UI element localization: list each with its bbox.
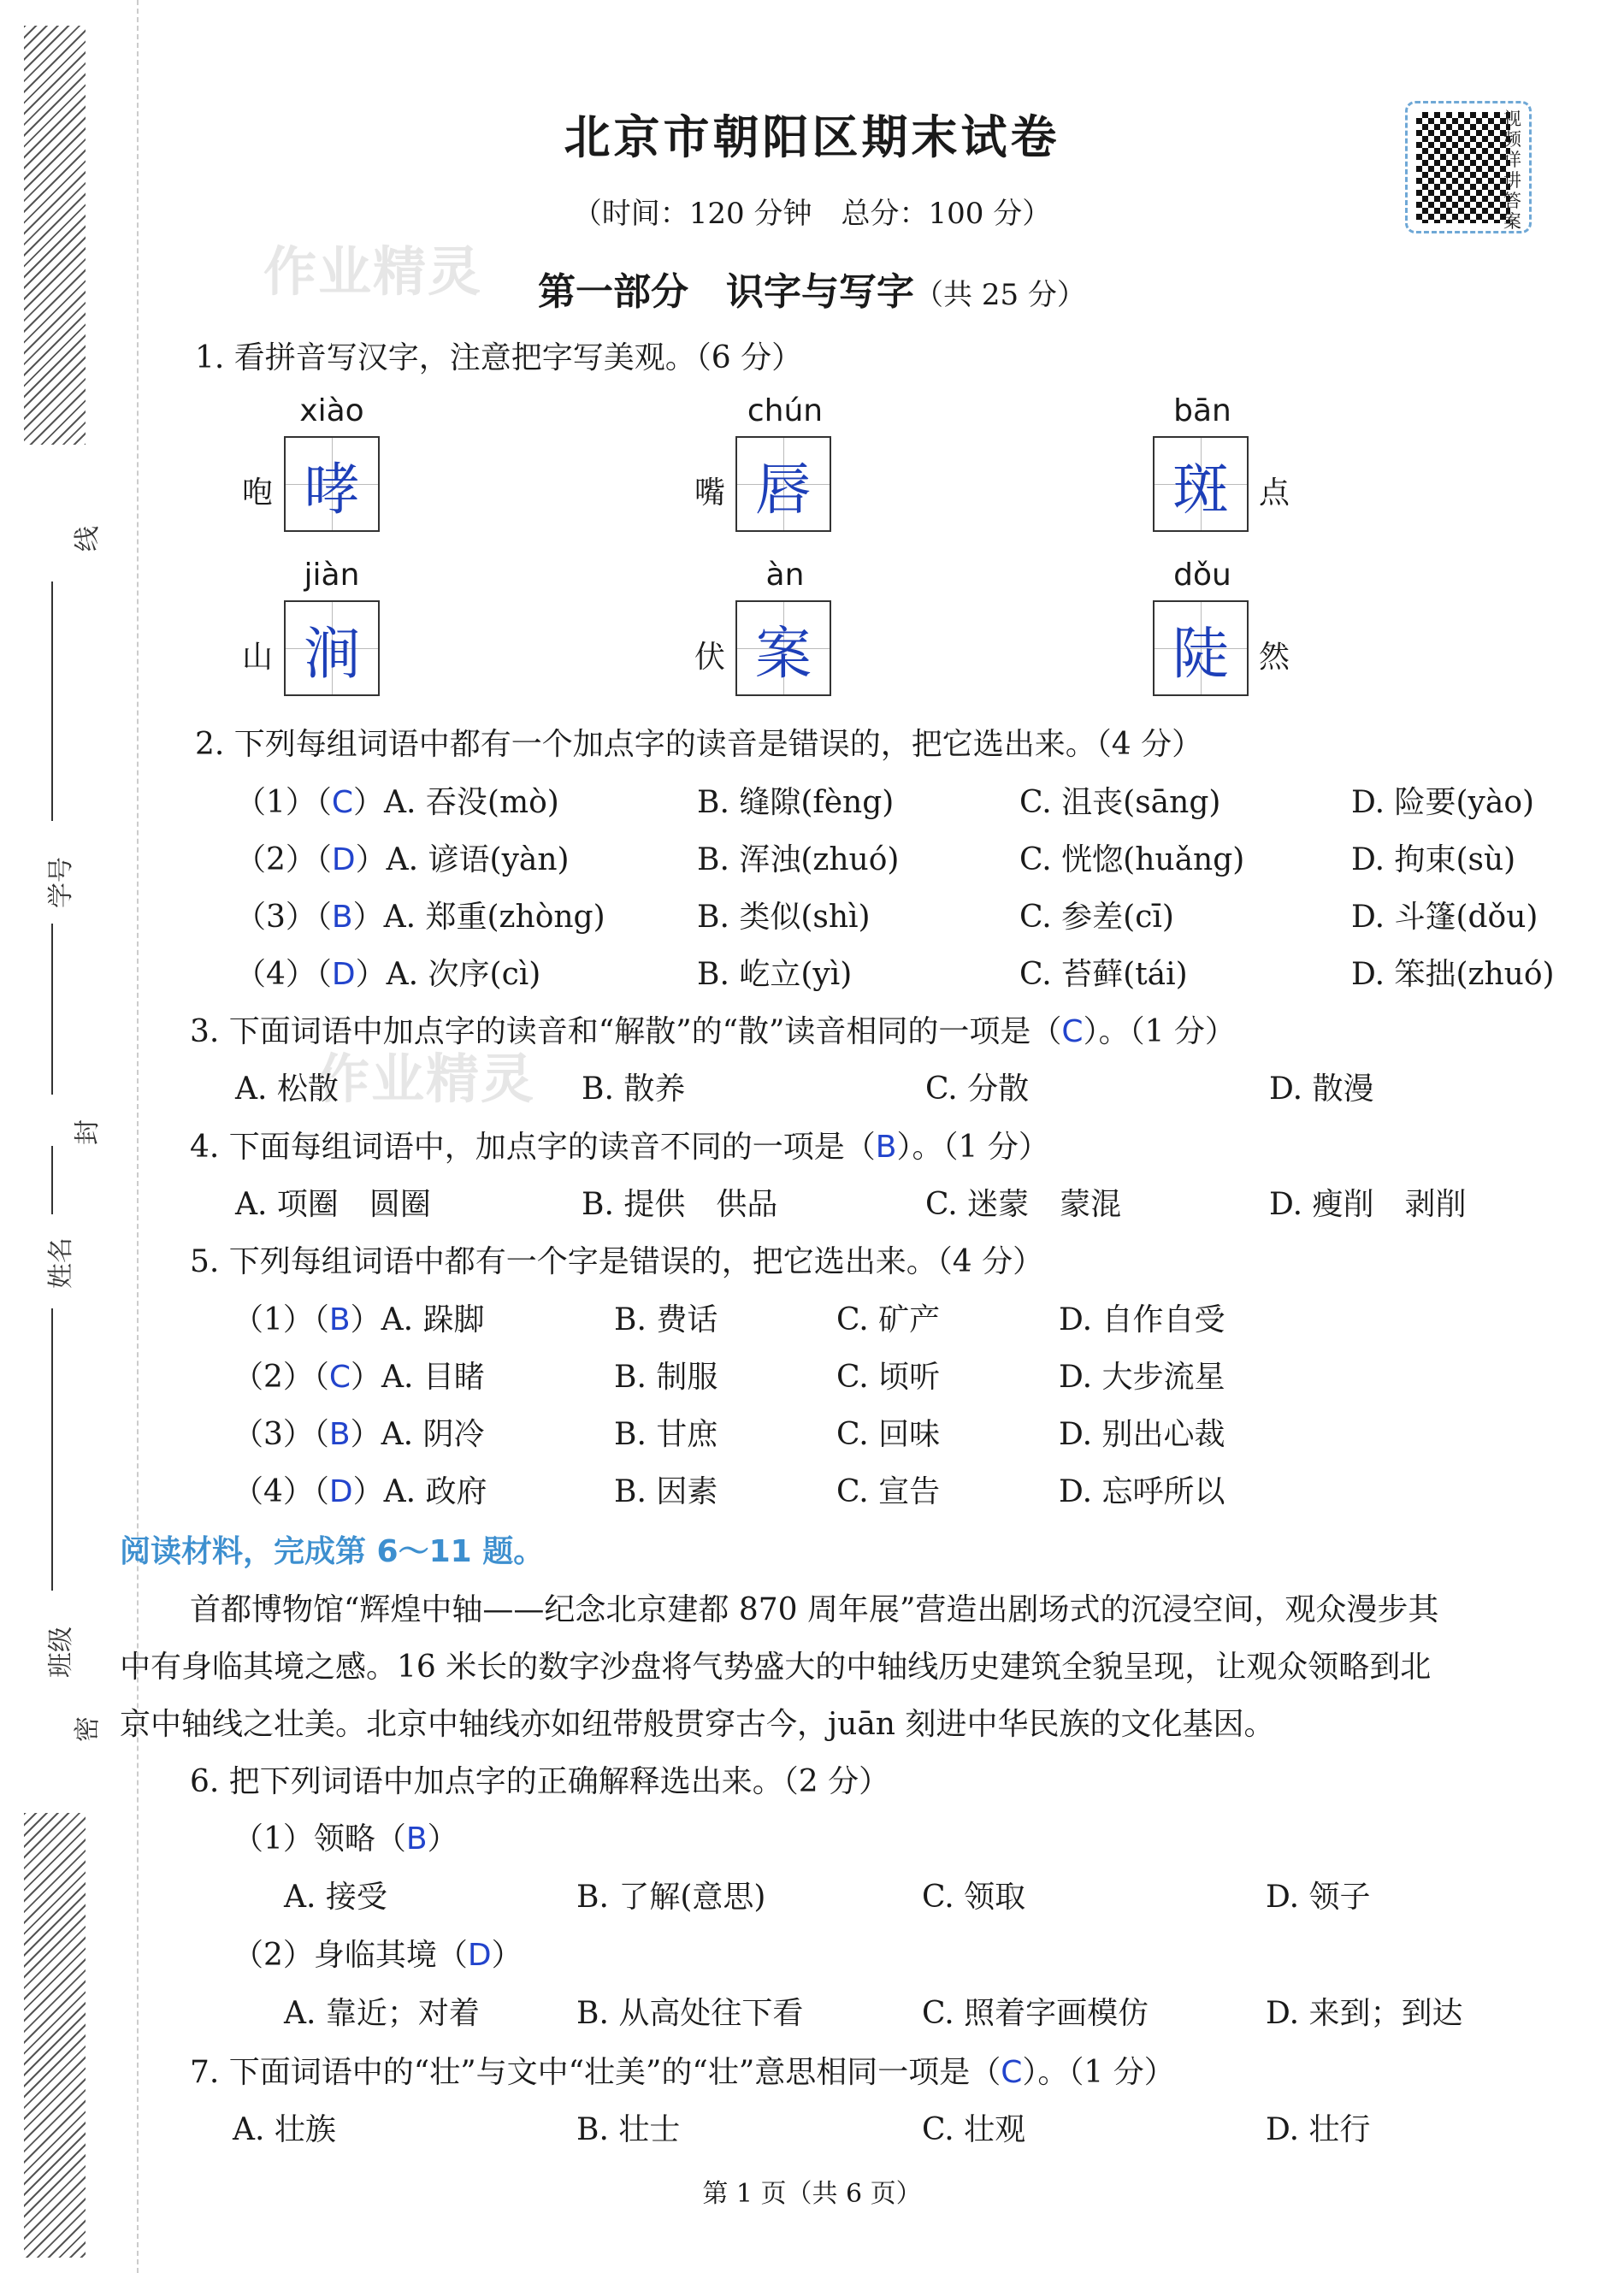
binding-line [137, 0, 139, 2273]
q7-option: D. 壮行 [1266, 2112, 1371, 2147]
q4-option: C. 迷蒙 蒙混 [925, 1187, 1122, 1222]
context-char: 伏 [694, 640, 726, 675]
q2-row: （2）（D）A. 谚语(yàn) [235, 842, 570, 877]
answer: B [331, 900, 353, 935]
answer: D [467, 1938, 492, 1973]
answer-box[interactable]: 案 [735, 600, 831, 696]
reading-heading: 阅读材料，完成第 6～11 题。 [120, 1534, 545, 1569]
q3-option: C. 分散 [925, 1072, 1030, 1107]
q2-row: （4）（D）A. 次序(cì) [235, 957, 541, 992]
q6-option: B. 从高处往下看 [576, 1996, 804, 2031]
question-3: 3. 下面词语中加点字的读音和“解散”的“散”读音相同的一项是（C）。（1 分） [190, 1014, 1236, 1049]
q6-option: D. 领子 [1266, 1880, 1371, 1915]
side-label-banji: 班级 [46, 1627, 76, 1678]
answer: C [328, 1360, 351, 1395]
question-6: 6. 把下列词语中加点字的正确解释选出来。（2 分） [190, 1764, 890, 1799]
answer: B [875, 1130, 897, 1165]
answer-box[interactable]: 哮 [284, 436, 380, 532]
q5-option: D. 自作自受 [1059, 1302, 1225, 1337]
q6-sub2: （2）身临其境（D） [233, 1938, 523, 1973]
q4-option: A. 项圈 圆圈 [235, 1187, 431, 1222]
q5-option: B. 费话 [614, 1302, 718, 1337]
side-label-mi: 密 [73, 1716, 103, 1742]
answer: D [331, 957, 356, 992]
q5-option: D. 大步流星 [1059, 1360, 1225, 1395]
pinyin: jiàn [304, 558, 360, 593]
q2-option: C. 参差(cī) [1019, 900, 1174, 935]
section-title: 第一部分 识字与写字（共 25 分） [538, 270, 1086, 314]
q5-row: （3）（B）A. 阴冷 [233, 1417, 485, 1452]
q2-row: （1）（C）A. 吞没(mò) [235, 785, 559, 820]
context-char: 嘴 [694, 475, 726, 511]
q2-option: B. 类似(shì) [697, 900, 871, 935]
answer-box[interactable]: 陡 [1153, 600, 1249, 696]
side-rule [51, 1146, 53, 1214]
side-label-feng: 封 [73, 1119, 103, 1145]
q3-option: D. 散漫 [1269, 1072, 1374, 1107]
context-char: 山 [242, 640, 274, 675]
answer: C [331, 785, 354, 820]
q2-option: D. 险要(yào) [1351, 785, 1535, 820]
answer: B [405, 1821, 428, 1857]
question-7: 7. 下面词语中的“壮”与文中“壮美”的“壮”意思相同一项是（C）。（1 分） [190, 2055, 1175, 2090]
watermark: 作业精灵 [263, 240, 483, 303]
q2-option: D. 拘束(sù) [1351, 842, 1516, 877]
pinyin: bān [1173, 393, 1231, 428]
q6-option: A. 接受 [284, 1880, 387, 1915]
answer-box[interactable]: 斑 [1153, 436, 1249, 532]
q3-option: A. 松散 [235, 1072, 339, 1107]
question-4: 4. 下面每组词语中，加点字的读音不同的一项是（B）。（1 分） [190, 1130, 1049, 1165]
context-char: 点 [1259, 475, 1290, 511]
q5-option: B. 因素 [614, 1474, 718, 1509]
side-rule [51, 1308, 53, 1591]
q5-option: D. 别出心裁 [1059, 1417, 1225, 1452]
q2-option: B. 屹立(yì) [697, 957, 853, 992]
q6-sub1: （1）领略（B） [233, 1821, 458, 1857]
q5-option: D. 忘呼所以 [1059, 1474, 1225, 1509]
q2-option: D. 斗篷(dǒu) [1351, 900, 1538, 935]
q6-option: D. 来到；到达 [1266, 1996, 1463, 2031]
q5-row: （4）（D）A. 政府 [233, 1474, 487, 1509]
q5-option: C. 宣告 [836, 1474, 941, 1509]
q5-option: B. 制服 [614, 1360, 718, 1395]
question-2: 2. 下列每组词语中都有一个加点字的读音是错误的，把它选出来。（4 分） [195, 727, 1203, 762]
watermark: 作业精灵 [316, 1048, 536, 1110]
context-char: 然 [1259, 640, 1290, 675]
answer-box[interactable]: 涧 [284, 600, 380, 696]
answer: B [328, 1302, 351, 1337]
page-title: 北京市朝阳区期末试卷 [564, 109, 1060, 164]
q2-row: （3）（B）A. 郑重(zhòng) [235, 900, 605, 935]
q5-option: C. 回味 [836, 1417, 941, 1452]
q7-option: B. 壮士 [576, 2112, 681, 2147]
answer-box[interactable]: 唇 [735, 436, 831, 532]
q2-option: B. 缝隙(fèng) [697, 785, 895, 820]
q6-option: C. 照着字画模仿 [922, 1996, 1149, 2031]
reading-line: 中有身临其境之感。16 米长的数字沙盘将气势盛大的中轴线历史建筑全貌呈现，让观众领略到北 [120, 1650, 1432, 1685]
reading-line: 京中轴线之壮美。北京中轴线亦如纽带般贯穿古今，juān 刻进中华民族的文化基因。 [120, 1707, 1275, 1742]
side-rule [51, 924, 53, 1095]
side-label-xuehao: 学号 [46, 857, 76, 908]
side-rule [51, 582, 53, 821]
q5-row: （2）（C）A. 目睹 [233, 1360, 485, 1395]
side-label-xian: 线 [73, 526, 103, 552]
answer: B [328, 1417, 351, 1452]
q2-option: C. 沮丧(sāng) [1019, 785, 1221, 820]
qr-code[interactable] [1405, 101, 1532, 233]
q6-option: A. 靠近；对着 [284, 1996, 480, 2031]
pinyin: dǒu [1173, 558, 1231, 593]
q6-option: B. 了解(意思) [576, 1880, 766, 1915]
q5-option: C. 矿产 [836, 1302, 941, 1337]
q2-option: C. 恍惚(huǎng) [1019, 842, 1245, 877]
q6-option: C. 领取 [922, 1880, 1026, 1915]
hatch-top [24, 26, 86, 445]
q3-option: B. 散养 [582, 1072, 686, 1107]
pinyin: chún [747, 393, 824, 428]
q4-option: B. 提供 供品 [582, 1187, 778, 1222]
q4-option: D. 瘦削 剥削 [1269, 1187, 1467, 1222]
qr-icon [1416, 112, 1510, 223]
context-char: 咆 [242, 475, 274, 511]
q2-option: C. 苔藓(tái) [1019, 957, 1188, 992]
q2-option: D. 笨拙(zhuó) [1351, 957, 1555, 992]
qr-caption: 视频详讲答案 [1503, 109, 1521, 232]
q7-option: A. 壮族 [233, 2112, 336, 2147]
q7-option: C. 壮观 [922, 2112, 1026, 2147]
answer: C [1001, 2055, 1023, 2090]
q5-option: B. 甘庶 [614, 1417, 718, 1452]
q2-option: B. 浑浊(zhuó) [697, 842, 900, 877]
question-1: 1. 看拼音写汉字，注意把字写美观。（6 分） [195, 340, 803, 375]
q5-row: （1）（B）A. 跺脚 [233, 1302, 485, 1337]
answer: D [331, 842, 356, 877]
q5-option: C. 顷听 [836, 1360, 941, 1395]
reading-line: 首都博物馆“辉煌中轴——纪念北京建都 870 周年展”营造出剧场式的沉浸空间，观众漫步其 [190, 1592, 1439, 1627]
exam-info: （时间：120 分钟 总分：100 分） [572, 197, 1052, 231]
answer: D [328, 1474, 353, 1509]
pinyin: xiào [299, 393, 364, 428]
pinyin: àn [765, 558, 805, 593]
question-5: 5. 下列每组词语中都有一个字是错误的，把它选出来。（4 分） [190, 1244, 1044, 1279]
page-number: 第 1 页（共 6 页） [702, 2179, 922, 2209]
side-label-xingming: 姓名 [46, 1237, 76, 1289]
answer: C [1061, 1014, 1084, 1049]
